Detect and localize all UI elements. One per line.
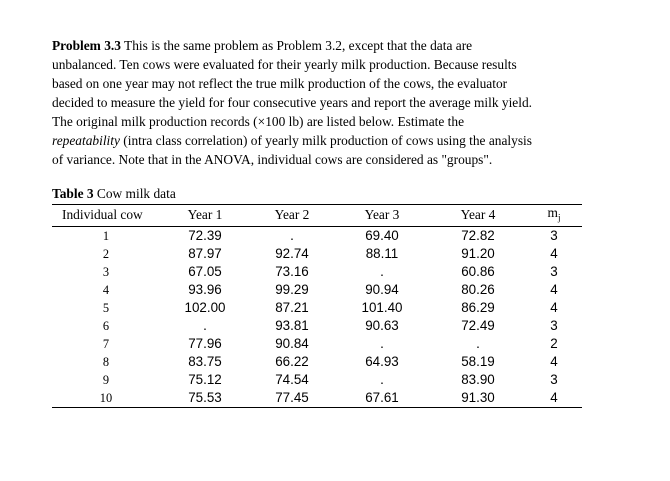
cell-year-1: 75.53 [160, 389, 250, 408]
cell-year-2: 66.22 [275, 353, 309, 369]
cell-year-3: 88.11 [365, 245, 399, 261]
cell-year-4: 91.30 [430, 389, 526, 408]
problem-line-1: This is the same problem as Problem 3.2, except that the data are [120, 38, 473, 53]
problem-label: Problem 3.3 [52, 38, 121, 53]
cell-cow-id: 8 [102, 354, 110, 369]
cell-year-1: 93.96 [188, 281, 222, 297]
problem-statement [52, 36, 632, 169]
cell-year-3: 90.63 [365, 317, 399, 333]
header-j: j [557, 212, 561, 223]
cell-mj: 4 [550, 281, 558, 297]
cell-mj: 4 [550, 245, 558, 261]
cell-year-1: 83.75 [188, 353, 222, 369]
cell-cow-id: 4 [102, 282, 110, 297]
cell-mj: 4 [526, 389, 582, 408]
cell-year-2: 90.84 [275, 335, 309, 351]
cell-year-1: . [203, 317, 207, 333]
cell-mj: 4 [550, 353, 558, 369]
table-row [52, 245, 582, 263]
cell-year-2: 92.74 [275, 245, 309, 261]
table-row [52, 389, 582, 408]
cell-year-1: 77.96 [188, 335, 222, 351]
cell-year-1: 67.05 [188, 263, 222, 279]
table-caption-label: Table 3 [52, 186, 94, 201]
repeatability-term: repeatability [52, 133, 120, 148]
cell-cow-id: 7 [102, 336, 110, 351]
cell-year-1: 75.12 [188, 371, 222, 387]
problem-line-3: based on one year may not reflect the true milk production of the cows, the evaluator [52, 76, 508, 91]
cell-year-1: 87.97 [188, 245, 222, 261]
header-year-4: Year 4 [430, 205, 526, 227]
header-year-2: Year 2 [250, 205, 334, 227]
cell-cow-id: 9 [102, 372, 110, 387]
cell-cow-id: 1 [102, 228, 110, 243]
cell-year-4: 83.90 [461, 371, 495, 387]
cell-year-2: 93.81 [275, 317, 309, 333]
cell-year-3: 90.94 [365, 281, 399, 297]
problem-line-5: The original milk production records (×100 lb) are listed below. Estimate the [52, 114, 465, 129]
cell-mj: 2 [550, 335, 558, 351]
cell-year-4: 80.26 [461, 281, 495, 297]
table-caption-text: Cow milk data [93, 186, 176, 201]
problem-line-2: unbalanced. Ten cows were evaluated for their yearly milk production. Because results [52, 57, 517, 72]
cow-milk-table [52, 204, 582, 408]
cell-year-2: 87.21 [275, 299, 309, 315]
cell-cow-id: 5 [102, 300, 110, 315]
cell-year-1: 72.39 [188, 227, 222, 243]
cell-year-2: 77.45 [250, 389, 334, 408]
cell-year-2: 73.16 [275, 263, 309, 279]
cell-year-3: 101.40 [361, 299, 403, 315]
cell-cow-id: 6 [102, 318, 110, 333]
table-row [52, 299, 582, 317]
table-row [52, 226, 582, 245]
cell-cow-id: 10 [52, 389, 160, 408]
cell-cow-id: 3 [102, 264, 110, 279]
cell-year-3: . [380, 371, 384, 387]
cell-year-3: 67.61 [334, 389, 430, 408]
cell-mj: 4 [550, 299, 558, 315]
table-row [52, 371, 582, 389]
cell-year-4: 86.29 [461, 299, 495, 315]
cell-year-2: 99.29 [275, 281, 309, 297]
problem-line-7: of variance. Note that in the ANOVA, individual cows are considered as "groups". [52, 152, 493, 167]
cell-year-2: . [290, 227, 294, 243]
cell-cow-id: 2 [102, 246, 110, 261]
header-individual-cow: Individual cow [52, 205, 160, 227]
table-row [52, 317, 582, 335]
header-m: m [547, 205, 558, 220]
cell-mj: 3 [550, 227, 558, 243]
cell-mj: 3 [550, 317, 558, 333]
cell-year-4: 58.19 [461, 353, 495, 369]
header-year-3: Year 3 [334, 205, 430, 227]
cell-year-3: . [380, 335, 384, 351]
cell-year-3: 64.93 [365, 353, 399, 369]
table-row [52, 281, 582, 299]
header-mj [526, 205, 582, 227]
cell-year-4: 91.20 [461, 245, 495, 261]
cell-year-4: 60.86 [461, 263, 495, 279]
cell-year-1: 102.00 [184, 299, 226, 315]
table-caption [52, 186, 176, 202]
cell-mj: 3 [550, 263, 558, 279]
problem-line-4: decided to measure the yield for four consecutive years and report the average milk yield. [52, 95, 533, 110]
cell-year-4: 72.82 [461, 227, 495, 243]
cell-year-4: 72.49 [461, 317, 495, 333]
cell-year-2: 74.54 [275, 371, 309, 387]
cell-mj: 3 [550, 371, 558, 387]
table-row [52, 353, 582, 371]
table-row [52, 335, 582, 353]
problem-line-6: (intra class correlation) of yearly milk production of cows using the analysis [119, 133, 532, 148]
cell-year-3: 69.40 [365, 227, 399, 243]
header-year-1: Year 1 [160, 205, 250, 227]
cell-year-4: . [476, 335, 480, 351]
table-row [52, 263, 582, 281]
table-header-row [52, 205, 582, 227]
cell-year-3: . [380, 263, 384, 279]
